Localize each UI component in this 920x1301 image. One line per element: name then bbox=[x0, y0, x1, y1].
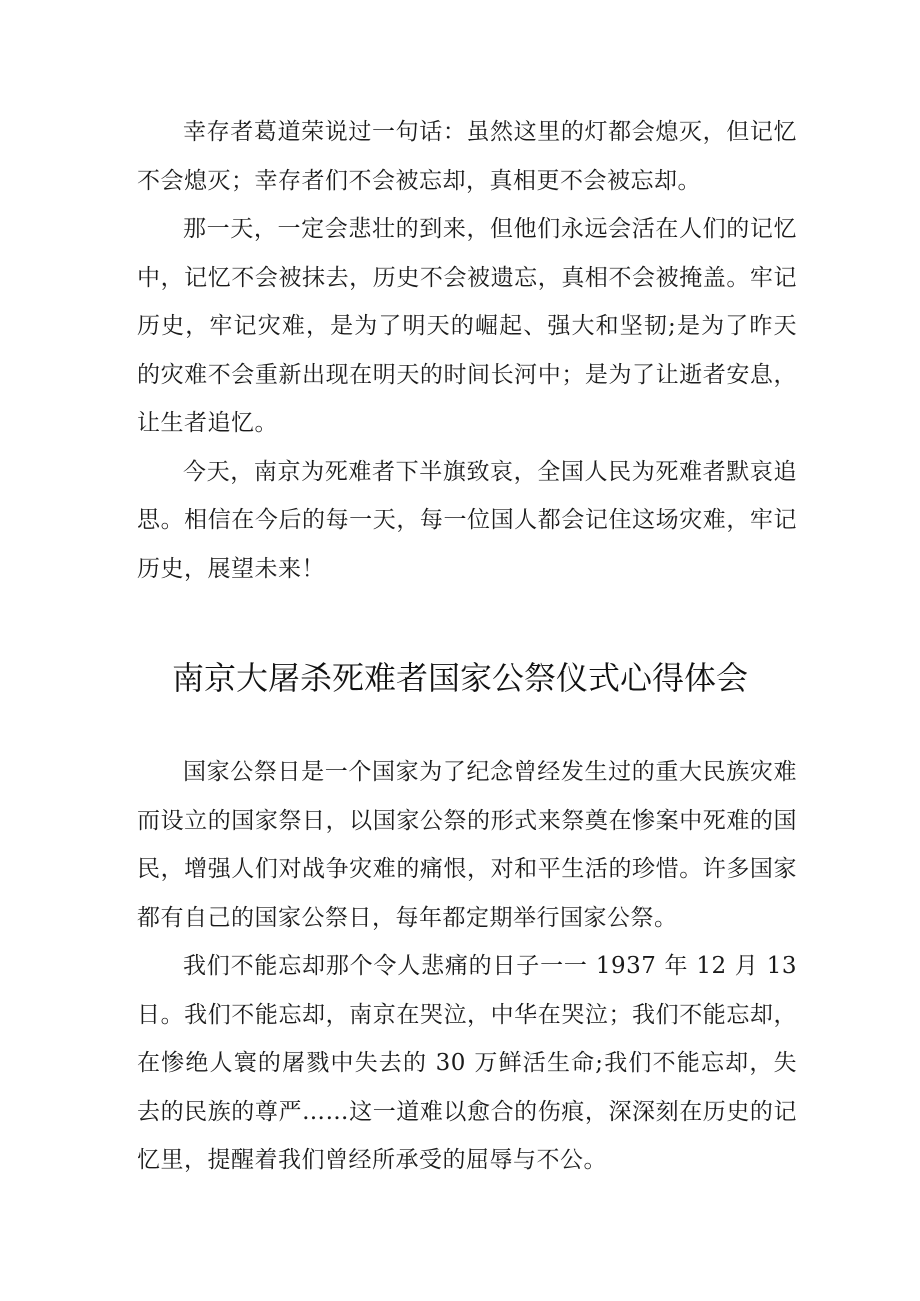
section-1-body bbox=[137, 108, 797, 593]
section-2-body bbox=[137, 748, 797, 1185]
paragraph-today-mourning: 今天，南京为死难者下半旗致哀，全国人民为死难者默哀追思。相信在今后的每一天，每一位国人都会记住这场灾难，牢记历史，展望未来！ bbox=[137, 458, 797, 582]
paragraph-cannot-forget: 我们不能忘却那个令人悲痛的日子一一 1937 年 12 月 13 日。我们不能忘却，南京在哭泣，中华在哭泣；我们不能忘却，在惨绝人寰的屠戮中失去的 30 万鲜活生命;我们不能忘却，失去的民族的尊严……这一道难以愈合的伤痕，深深刻在历史的记忆里，提醒着我们曾经所承受的屈辱与不公。 bbox=[137, 953, 797, 1173]
paragraph-remember-history: 那一天，一定会悲壮的到来，但他们永远会活在人们的记忆中，记忆不会被抹去，历史不会被遗忘，真相不会被掩盖。牢记历史，牢记灾难，是为了明天的崛起、强大和坚韧;是为了昨天的灾难不会重新出现在明天的时间长河中；是为了让逝者安息，让生者追忆。 bbox=[137, 216, 797, 436]
paragraph-memorial-day: 国家公祭日是一个国家为了纪念曾经发生过的重大民族灾难而设立的国家祭日，以国家公祭的形式来祭奠在惨案中死难的国民，增强人们对战争灾难的痛恨，对和平生活的珍惜。许多国家都有自己的国家公祭日，每年都定期举行国家公祭。 bbox=[137, 759, 797, 931]
paragraph-survivor-quote: 幸存者葛道荣说过一句话：虽然这里的灯都会熄灭，但记忆不会熄灭；幸存者们不会被忘却，真相更不会被忘却。 bbox=[137, 119, 797, 194]
section-title: 南京大屠杀死难者国家公祭仪式心得体会 bbox=[171, 659, 748, 697]
